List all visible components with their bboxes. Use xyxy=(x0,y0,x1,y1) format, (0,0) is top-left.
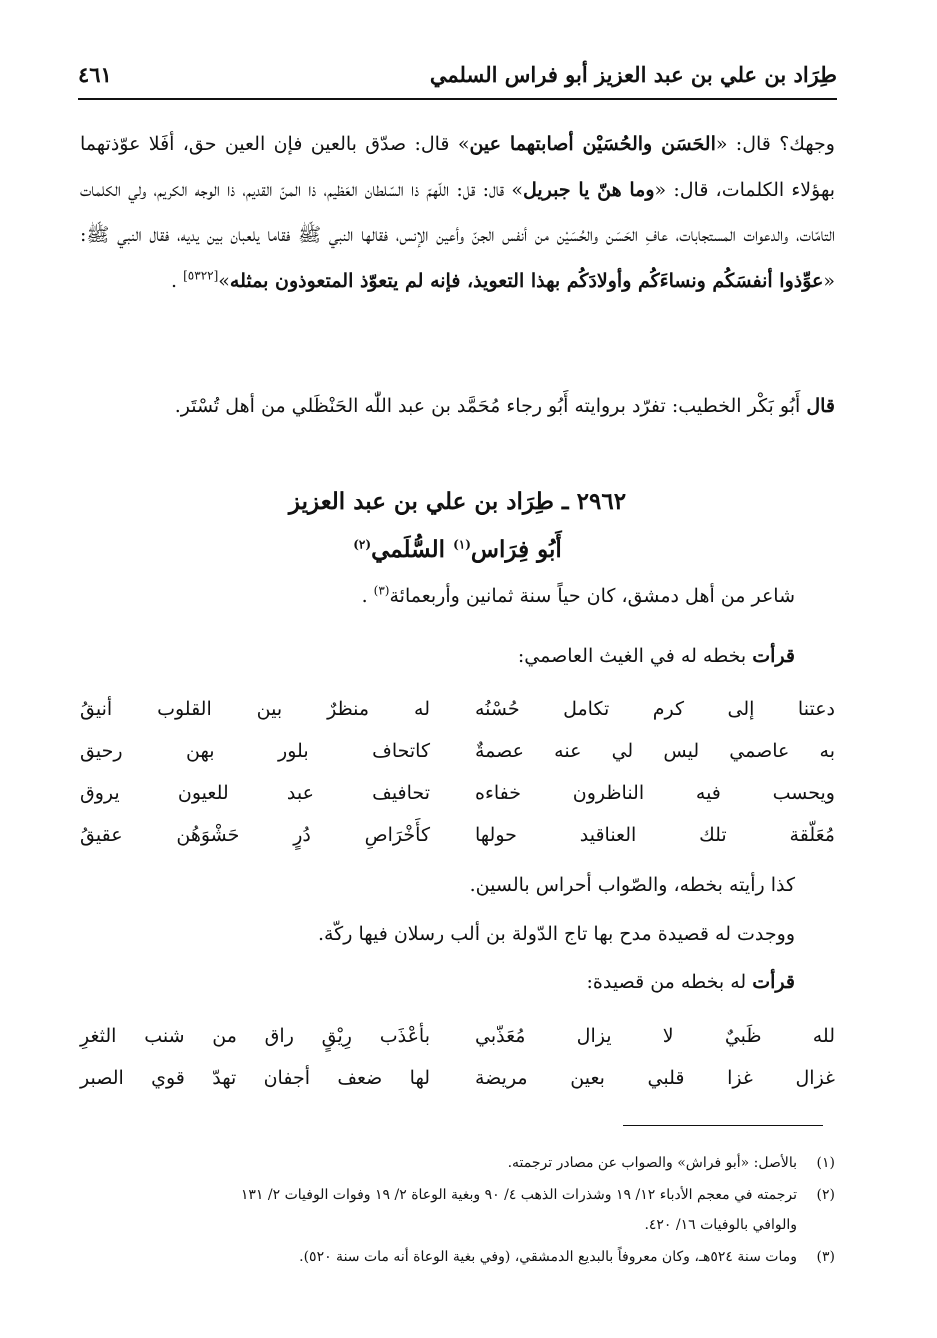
p1-g: » xyxy=(218,269,230,292)
hadith-number: [٥٣٢٢] xyxy=(183,268,219,283)
entry-nisba: السُّلَمي xyxy=(371,536,454,563)
entry-kunya: أَبُو فِرَاس xyxy=(470,536,562,563)
p1-end: . xyxy=(171,269,178,292)
reading-line-1 xyxy=(80,645,795,667)
verse-sadr: ويحسب فيه الناظرون خفاءه xyxy=(475,782,835,804)
verse-row xyxy=(80,740,835,780)
verse-row xyxy=(80,698,835,738)
p1-a: وجهك؟ قال: « xyxy=(715,133,835,155)
p1-f: عوِّذوا أنفسَكُم ونساءَكُم وأولادَكُم بهذا التعويذ، فإنه لم يتعوّذ المتعوذون بمثله xyxy=(229,269,824,292)
p1-b: الحَسَن والحُسَيْن أصابتهما عين xyxy=(469,133,716,155)
footnote-2 xyxy=(80,1182,835,1208)
footnote-text: بالأصل: «أبو فراش» والصواب عن مصادر ترجمته. xyxy=(507,1155,797,1171)
footnote-text: ومات سنة ٥٢٤هـ، وكان معروفاً بالبديع الدمشقي، (وفي بغية الوعاة أنه مات سنة ٥٢٠). xyxy=(299,1249,797,1265)
verse-ajuz: كاتحاف بلور بهن رحيق xyxy=(80,740,430,762)
footnote-text: ترجمته في معجم الأدباء ١٢/ ١٩ وشذرات الذهب ٤/ ٩٠ وبغية الوعاة ٢/ ١٩ وفوات الوفيات ٢/ ١٣١ xyxy=(240,1187,797,1203)
p1-c: » قال: صدّق بالعين فإن العين حق، أفَلا عوّذتهما بهؤلاء الكلمات، قال: « xyxy=(80,133,835,201)
entry-footnote-ref-1: (١) xyxy=(453,537,471,552)
khatib-paragraph xyxy=(80,384,835,429)
editor-note-1: كذا رأيته بخطه، والصّواب أحراس بالسين. xyxy=(469,874,795,896)
verse-row xyxy=(80,782,835,822)
entry-heading xyxy=(80,478,835,574)
verse-sadr: مُعَلّقة تلك العناقيد حولها xyxy=(475,824,835,846)
footnote-number: (٣) xyxy=(816,1249,835,1265)
footnote-number: (١) xyxy=(816,1155,835,1171)
running-head xyxy=(78,58,837,100)
hadith-paragraph xyxy=(80,122,835,304)
verse-ajuz: بأعْذَب رِيْقٍ راق من شنب الثغرِ xyxy=(80,1025,430,1047)
running-head-title: طِرَاد بن علي بن عبد العزيز أبو فراس السلمي xyxy=(429,62,837,87)
verse-row xyxy=(80,824,835,864)
verse-sadr: غزال غزا قلبي بعين مريضة xyxy=(475,1067,835,1089)
verse-ajuz: تحافيف عبد للعيون يروق xyxy=(80,782,430,804)
verse-sadr: به عاصمي ليس لي عنه عصمةٌ xyxy=(475,740,835,762)
khatib-text: أَبُو بَكْر الخطيب: تفرّد بروايته أَبُو رجاء مُحَمَّد بن عبد اللّٰه الحَنْظَلي من أهل تُسْتَر. xyxy=(174,395,807,417)
verse-ajuz: لها ضعف أجفان تهدّ قوي الصبر xyxy=(80,1067,430,1089)
p1-e: » قال: قل: اللّهمّ ذا السّلطان العَظيم، ذا المنّ القديم، ذا الوجه الكريم، ولي الكلمات التامّات، والدعوات المستجابات، عافِ الحَسَن والحُسَيْن من أنفس الجنّ وأعين الإنس، فقالها النبي ﷺ فقاما يلعبان بين يديه، فقال النبي ﷺ: « xyxy=(80,178,835,292)
bio-footnote-ref: (٣) xyxy=(373,583,390,598)
reading1-text: بخطه له في الغيث العاصمي: xyxy=(517,645,753,667)
editor-note-2: ووجدت له قصيدة مدح بها تاج الدّولة بن ألب رسلان فيها ركّة. xyxy=(317,923,795,945)
verse-row xyxy=(80,1067,835,1107)
verse-sadr: لله ظَبيٌ لا يزال مُعَذّبي xyxy=(475,1025,835,1047)
bio-end: . xyxy=(361,585,368,607)
footnote-number: (٢) xyxy=(816,1187,835,1203)
verse-ajuz: له منظرٌ بين القلوب أنيقُ xyxy=(80,698,430,720)
page-number: ٤٦١ xyxy=(78,62,112,87)
reading-line-2 xyxy=(80,971,795,993)
verse-sadr: دعتنا إلى كرم تكامل حُسْنُه xyxy=(475,698,835,720)
entry-heading-line2 xyxy=(80,526,835,574)
reading1-lead: قرأت xyxy=(752,645,795,667)
entry-heading-line1: ٢٩٦٢ ـ طِرَاد بن علي بن عبد العزيز xyxy=(288,488,627,515)
p1-d: وما هنّ يا جبريل xyxy=(522,178,655,201)
footnote-2-continuation: والوافي بالوفيات ١٦/ ٤٢٠. xyxy=(644,1217,797,1233)
footnote-1 xyxy=(80,1150,835,1176)
entry-footnote-ref-2: (٢) xyxy=(353,537,372,552)
reading2-text: له بخطه من قصيدة: xyxy=(586,971,753,993)
footnote-3 xyxy=(80,1244,835,1270)
footnote-divider xyxy=(623,1125,823,1126)
verse-ajuz: كأَخْرَاصِ دُرٍ حَشْوَهُن عقيقُ xyxy=(80,824,430,846)
bio-line xyxy=(80,585,795,607)
bio-text: شاعر من أهل دمشق، كان حياً سنة ثمانين وأربعمائة xyxy=(389,585,795,607)
verse-row xyxy=(80,1025,835,1065)
khatib-lead: قال xyxy=(806,395,835,417)
reading2-lead: قرأت xyxy=(752,971,795,993)
